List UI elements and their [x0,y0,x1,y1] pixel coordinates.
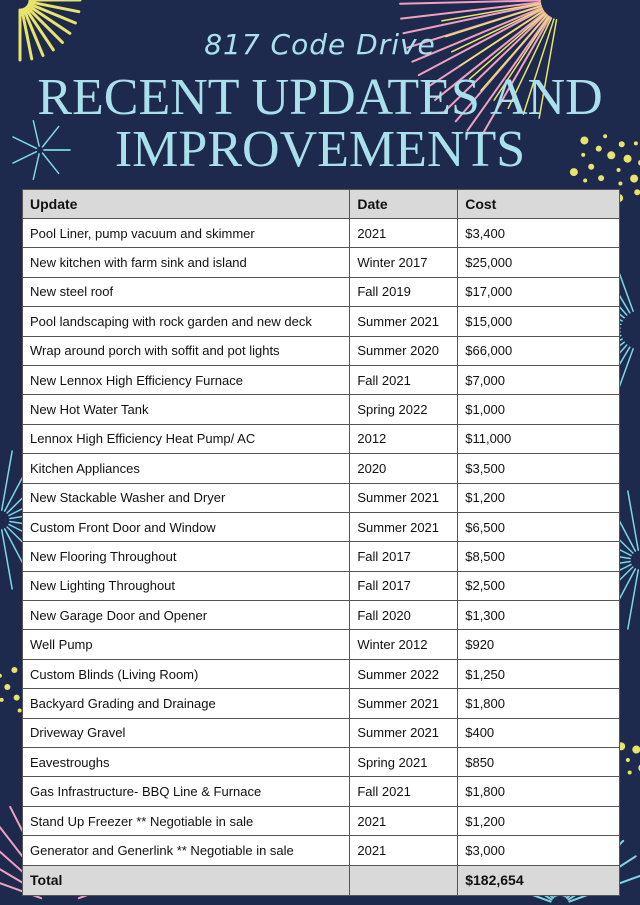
cell-cost: $11,000 [458,424,620,453]
table-row [23,659,620,688]
column-header-date: Date [350,190,458,219]
cell-date: Summer 2020 [350,336,458,365]
cell-update: Backyard Grading and Drainage [23,689,350,718]
cell-update: Gas Infrastructure- BBQ Line & Furnace [23,777,350,806]
cell-cost: $1,000 [458,395,620,424]
cell-update: Pool Liner, pump vacuum and skimmer [23,219,350,248]
cell-date: Fall 2020 [350,601,458,630]
cell-update: Generator and Generlink ** Negotiable in sale [23,836,350,865]
cell-date: Fall 2021 [350,777,458,806]
cell-date: Summer 2022 [350,659,458,688]
cell-cost: $8,500 [458,542,620,571]
table-row [23,365,620,394]
table-total-row [23,865,620,895]
table-row [23,277,620,306]
column-header-update: Update [23,190,350,219]
cell-date: 2021 [350,836,458,865]
cell-update: Well Pump [23,630,350,659]
cell-update: Custom Blinds (Living Room) [23,659,350,688]
firework-dot [18,709,22,713]
table-body [23,219,620,866]
cell-update: New Garage Door and Opener [23,601,350,630]
cell-update: Wrap around porch with soffit and pot lights [23,336,350,365]
firework-ray [400,0,540,3]
cell-cost: $17,000 [458,277,620,306]
cell-cost: $920 [458,630,620,659]
table-row [23,601,620,630]
table-row [23,307,620,336]
cell-date: 2020 [350,454,458,483]
cell-date: Summer 2021 [350,718,458,747]
table-row [23,748,620,777]
table-row [23,689,620,718]
cell-cost: $1,800 [458,777,620,806]
table-row [23,248,620,277]
column-header-cost: Cost [458,190,620,219]
cell-update: New Lennox High Efficiency Furnace [23,365,350,394]
cell-update: New Flooring Throughout [23,542,350,571]
cell-date: Summer 2021 [350,689,458,718]
cell-cost: $1,200 [458,483,620,512]
cell-update: Lennox High Efficiency Heat Pump/ AC [23,424,350,453]
firework-dot [598,175,604,181]
firework-dot [14,695,20,701]
total-cost: $182,654 [458,865,620,895]
table-row [23,454,620,483]
cell-date: 2021 [350,219,458,248]
cell-date: Fall 2017 [350,571,458,600]
cell-cost: $3,400 [458,219,620,248]
total-label: Total [23,865,350,895]
cell-cost: $1,800 [458,689,620,718]
address-subtitle: 817 Code Drive [204,28,436,61]
cell-date: Winter 2012 [350,630,458,659]
cell-date: Summer 2021 [350,307,458,336]
cell-date: 2021 [350,806,458,835]
cell-date: Fall 2021 [350,365,458,394]
cell-cost: $66,000 [458,336,620,365]
cell-update: Kitchen Appliances [23,454,350,483]
cell-update: Driveway Gravel [23,718,350,747]
cell-date: Fall 2017 [350,542,458,571]
table-row [23,718,620,747]
cell-update: Eavestroughs [23,748,350,777]
table-row [23,542,620,571]
table-row [23,483,620,512]
table-row [23,806,620,835]
firework-dot [583,179,587,183]
cell-update: Stand Up Freezer ** Negotiable in sale [23,806,350,835]
table-row [23,630,620,659]
table-row [23,571,620,600]
cell-cost: $25,000 [458,248,620,277]
cell-cost: $6,500 [458,512,620,541]
cell-cost: $7,000 [458,365,620,394]
cell-cost: $3,500 [458,454,620,483]
cell-cost: $400 [458,718,620,747]
page-title-line-2: IMPROVEMENTS [114,121,526,178]
cell-update: New Lighting Throughout [23,571,350,600]
cell-update: New kitchen with farm sink and island [23,248,350,277]
firework-dot [618,182,622,186]
cell-date: Winter 2017 [350,248,458,277]
cell-update: New Hot Water Tank [23,395,350,424]
cell-date: Spring 2021 [350,748,458,777]
cell-date: Summer 2021 [350,483,458,512]
cell-cost: $1,250 [458,659,620,688]
total-date [350,865,458,895]
table-row [23,777,620,806]
table-row [23,512,620,541]
firework-dot [632,746,640,754]
cell-cost: $1,300 [458,601,620,630]
cell-update: Pool landscaping with rock garden and new deck [23,307,350,336]
firework-dot [0,674,2,678]
updates-table [22,189,620,896]
cell-update: New steel roof [23,277,350,306]
table-header-row [23,190,620,219]
table-row [23,395,620,424]
firework-dot [0,698,4,702]
firework-dot [11,667,17,673]
table-row [23,219,620,248]
table-row [23,424,620,453]
cell-cost: $15,000 [458,307,620,336]
page-title-line-1: RECENT UPDATES AND [37,69,603,126]
cell-date: Summer 2021 [350,512,458,541]
cell-date: Spring 2022 [350,395,458,424]
firework-dot [634,189,640,195]
cell-update: New Stackable Washer and Dryer [23,483,350,512]
cell-update: Custom Front Door and Window [23,512,350,541]
cell-cost: $1,200 [458,806,620,835]
cell-cost: $3,000 [458,836,620,865]
table-row [23,336,620,365]
table-row [23,836,620,865]
firework-dot [628,771,632,775]
firework-dot [626,758,630,762]
cell-date: 2012 [350,424,458,453]
cell-cost: $2,500 [458,571,620,600]
firework-dot [4,684,10,690]
cell-date: Fall 2019 [350,277,458,306]
cell-cost: $850 [458,748,620,777]
